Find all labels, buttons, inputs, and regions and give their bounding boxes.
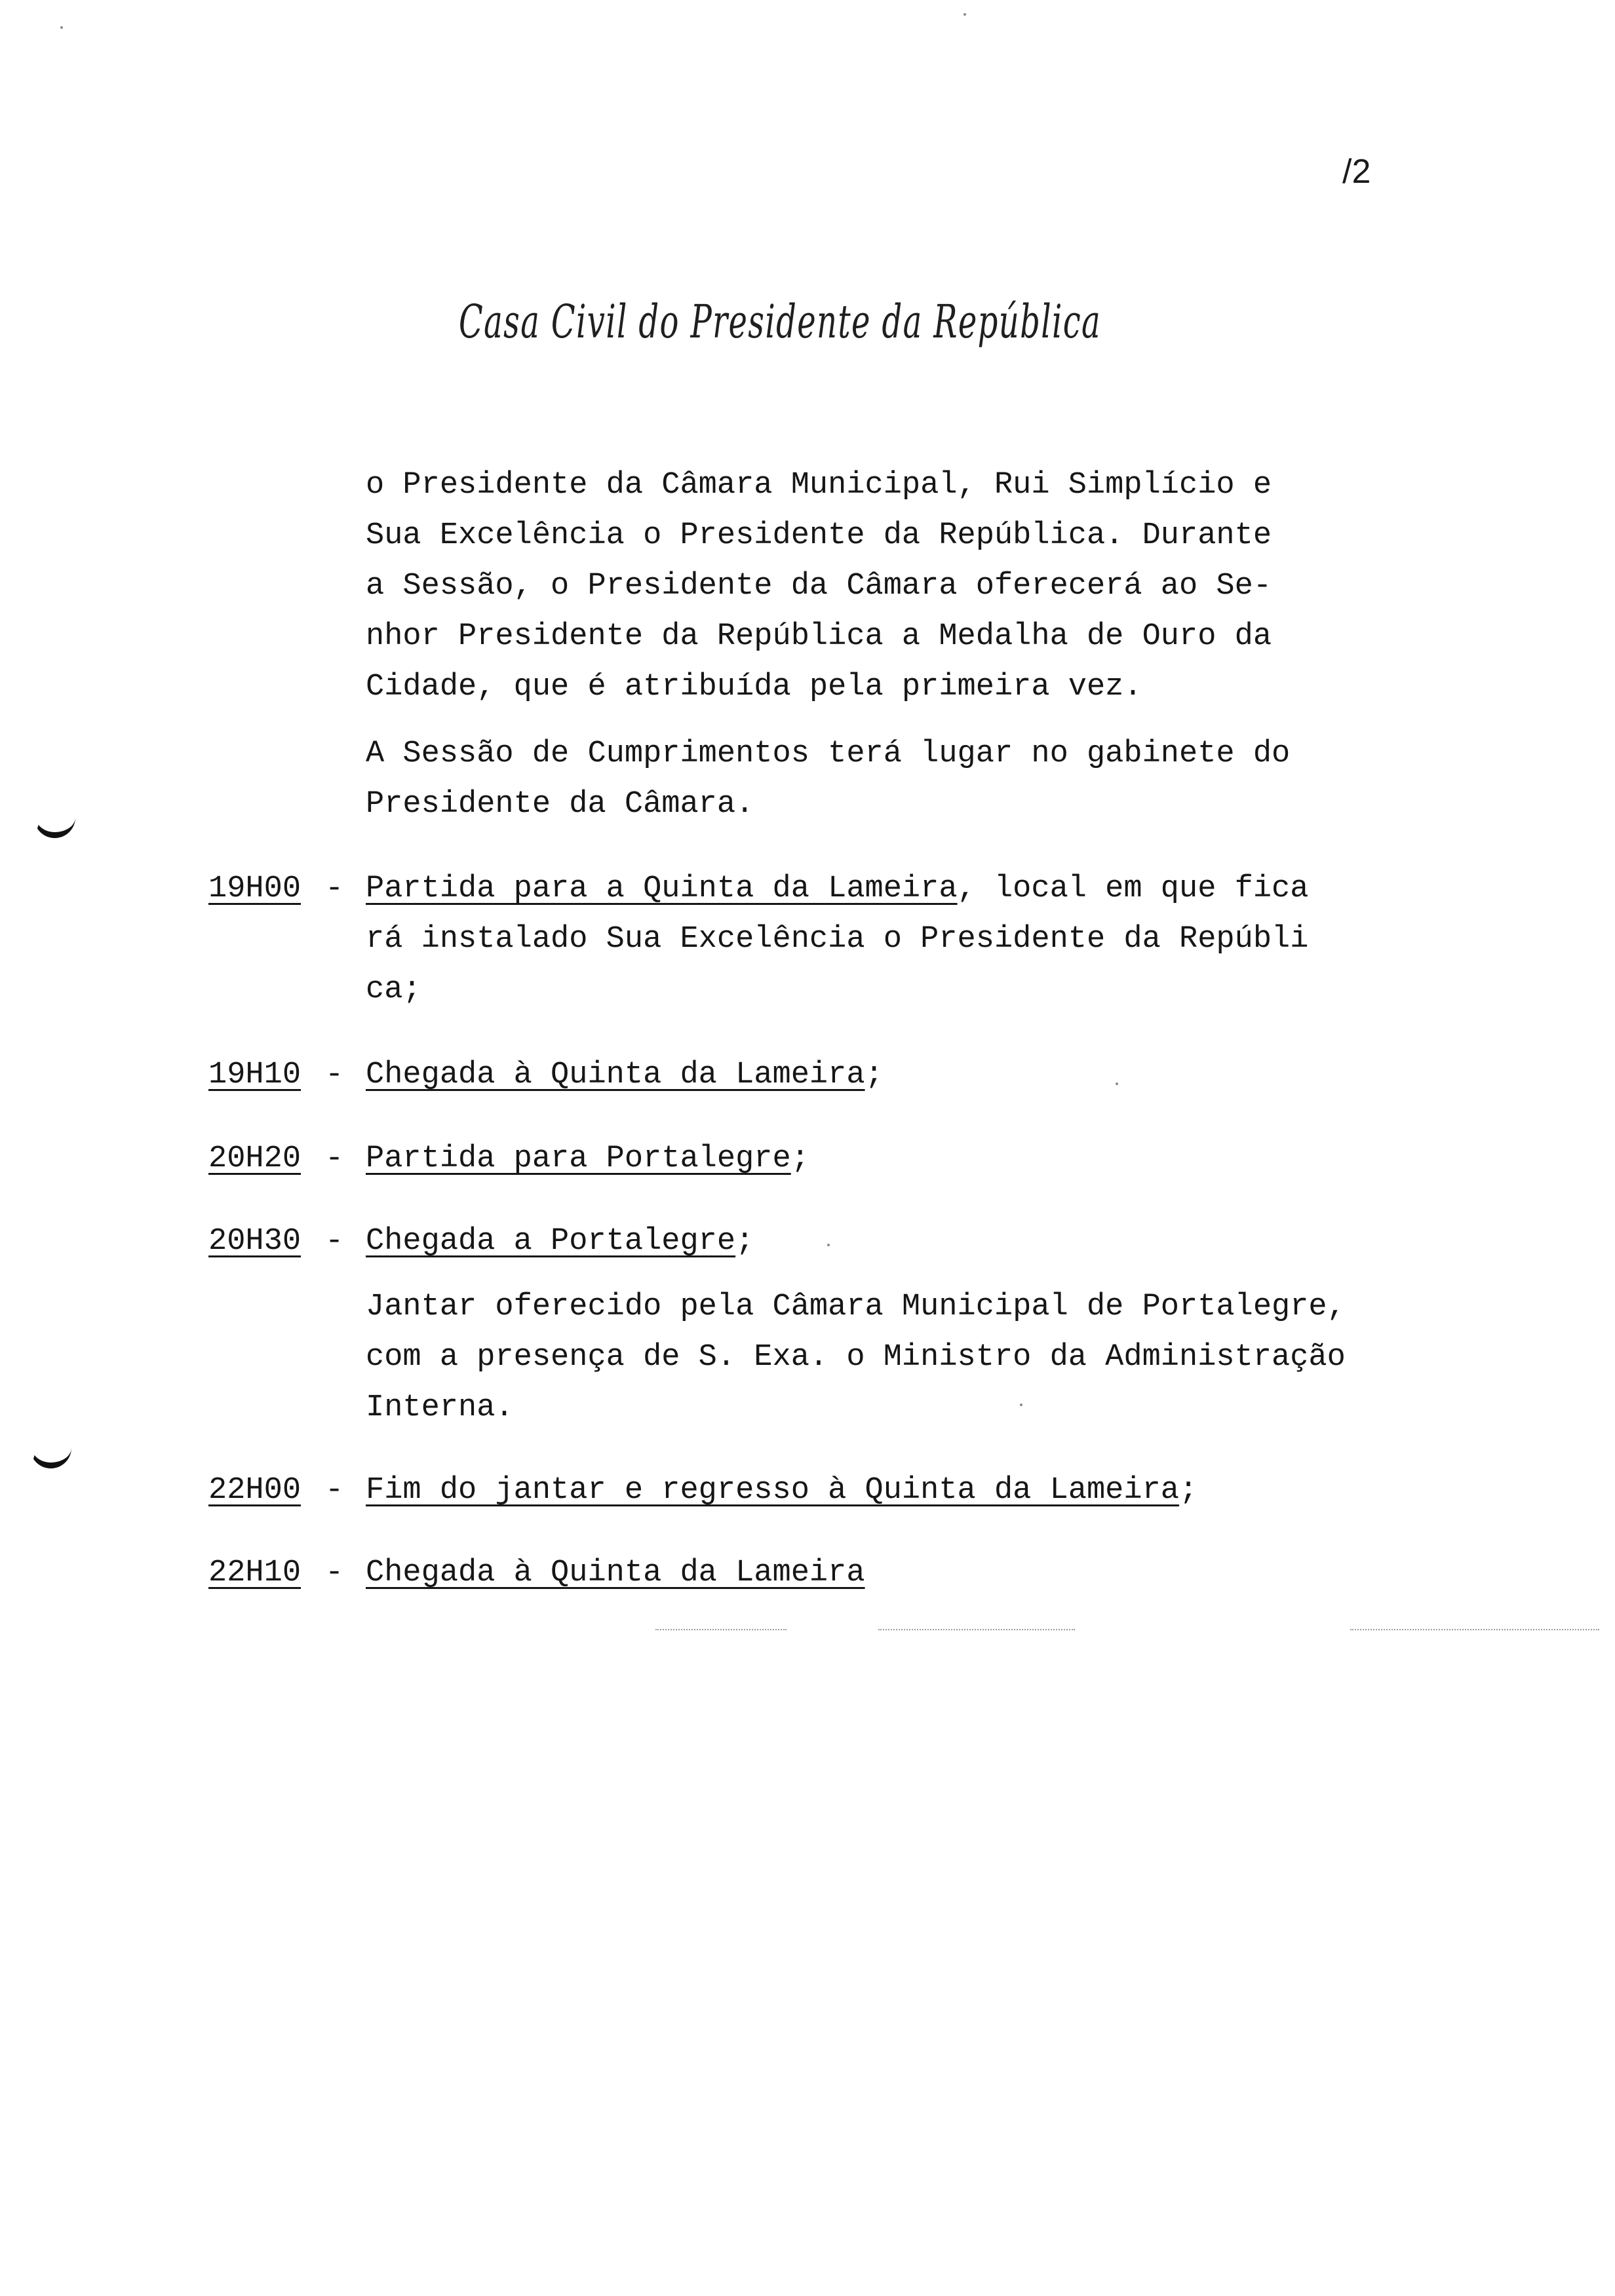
dinner-line-1: Jantar oferecido pela Câmara Municipal de Portalegre, xyxy=(366,1290,1346,1324)
intro-line-4: nhor Presidente da República a Medalha de Ouro da xyxy=(366,619,1272,654)
entry-rest-text: ; xyxy=(790,1141,809,1176)
intro-line-1: o Presidente da Câmara Municipal, Rui Simplício e xyxy=(366,468,1272,503)
scan-dotted-rule xyxy=(1350,1629,1599,1630)
entry-rest-text: , local em que fica xyxy=(957,871,1309,906)
entry-body xyxy=(366,1548,1441,1598)
dinner-paragraph xyxy=(366,1282,1428,1433)
entry-dash: - xyxy=(325,1224,344,1259)
entry-dash: - xyxy=(325,1473,344,1508)
letterhead-script xyxy=(459,275,1114,373)
entry-body xyxy=(366,1134,1441,1184)
entry-rest-text: ; xyxy=(1179,1473,1198,1508)
session-line-2: Presidente da Câmara. xyxy=(366,787,754,822)
entry-time: 20H20 xyxy=(208,1141,302,1176)
entry-rest-text: ; xyxy=(865,1058,884,1092)
entry-time: 19H10 xyxy=(208,1058,302,1092)
entry-time: 20H30 xyxy=(208,1224,302,1259)
entry-underlined-text: Partida para a Quinta da Lameira xyxy=(366,871,958,906)
session-line-1: A Sessão de Cumprimentos terá lugar no gabinete do xyxy=(366,737,1291,771)
entry-rest-text: rá instalado Sua Excelência o Presidente da Repúbli xyxy=(366,922,1309,957)
scan-speck xyxy=(1020,1404,1022,1406)
dinner-line-2: com a presença de S. Exa. o Ministro da Administração xyxy=(366,1340,1346,1375)
entry-time: 22H10 xyxy=(208,1556,302,1590)
session-paragraph xyxy=(366,729,1428,830)
dinner-line-3: Interna. xyxy=(366,1390,514,1425)
entry-body xyxy=(366,1216,1441,1267)
entry-underlined-text: Chegada à Quinta da Lameira xyxy=(366,1058,865,1092)
intro-line-5: Cidade, que é atribuída pela primeira vez. xyxy=(366,670,1142,704)
entry-dash: - xyxy=(325,1556,344,1590)
entry-time: 19H00 xyxy=(208,871,302,906)
entry-underlined-text: Chegada à Quinta da Lameira xyxy=(366,1556,865,1590)
scan-dotted-rule xyxy=(878,1629,1075,1630)
intro-line-2: Sua Excelência o Presidente da República. Durante xyxy=(366,518,1272,553)
scan-speck xyxy=(60,26,63,29)
entry-underlined-text: Chegada a Portalegre xyxy=(366,1224,736,1259)
scan-speck xyxy=(827,1244,830,1246)
entry-body xyxy=(366,1050,1441,1100)
entry-underlined-text: Fim do jantar e regresso à Quinta da Lameira xyxy=(366,1473,1180,1508)
letterhead-text: Casa Civil do Presidente da República xyxy=(459,295,1101,349)
scan-speck xyxy=(1116,1082,1118,1085)
entry-rest-text: ca; xyxy=(366,972,421,1007)
scan-dotted-rule xyxy=(655,1629,787,1630)
entry-body xyxy=(366,1465,1441,1516)
intro-line-3: a Sessão, o Presidente da Câmara oferecerá ao Se- xyxy=(366,569,1272,603)
entry-underlined-text: Partida para Portalegre xyxy=(366,1141,791,1176)
intro-paragraph xyxy=(366,460,1428,712)
entry-dash: - xyxy=(325,1058,344,1092)
entry-rest-text: ; xyxy=(735,1224,754,1259)
entry-dash: - xyxy=(325,1141,344,1176)
page-number: /2 xyxy=(1342,153,1371,191)
margin-check-mark-icon xyxy=(34,810,75,838)
entry-body xyxy=(366,864,1441,1015)
scan-speck xyxy=(963,13,966,16)
entry-time: 22H00 xyxy=(208,1473,302,1508)
entry-dash: - xyxy=(325,871,344,906)
margin-check-mark-icon xyxy=(30,1440,71,1468)
